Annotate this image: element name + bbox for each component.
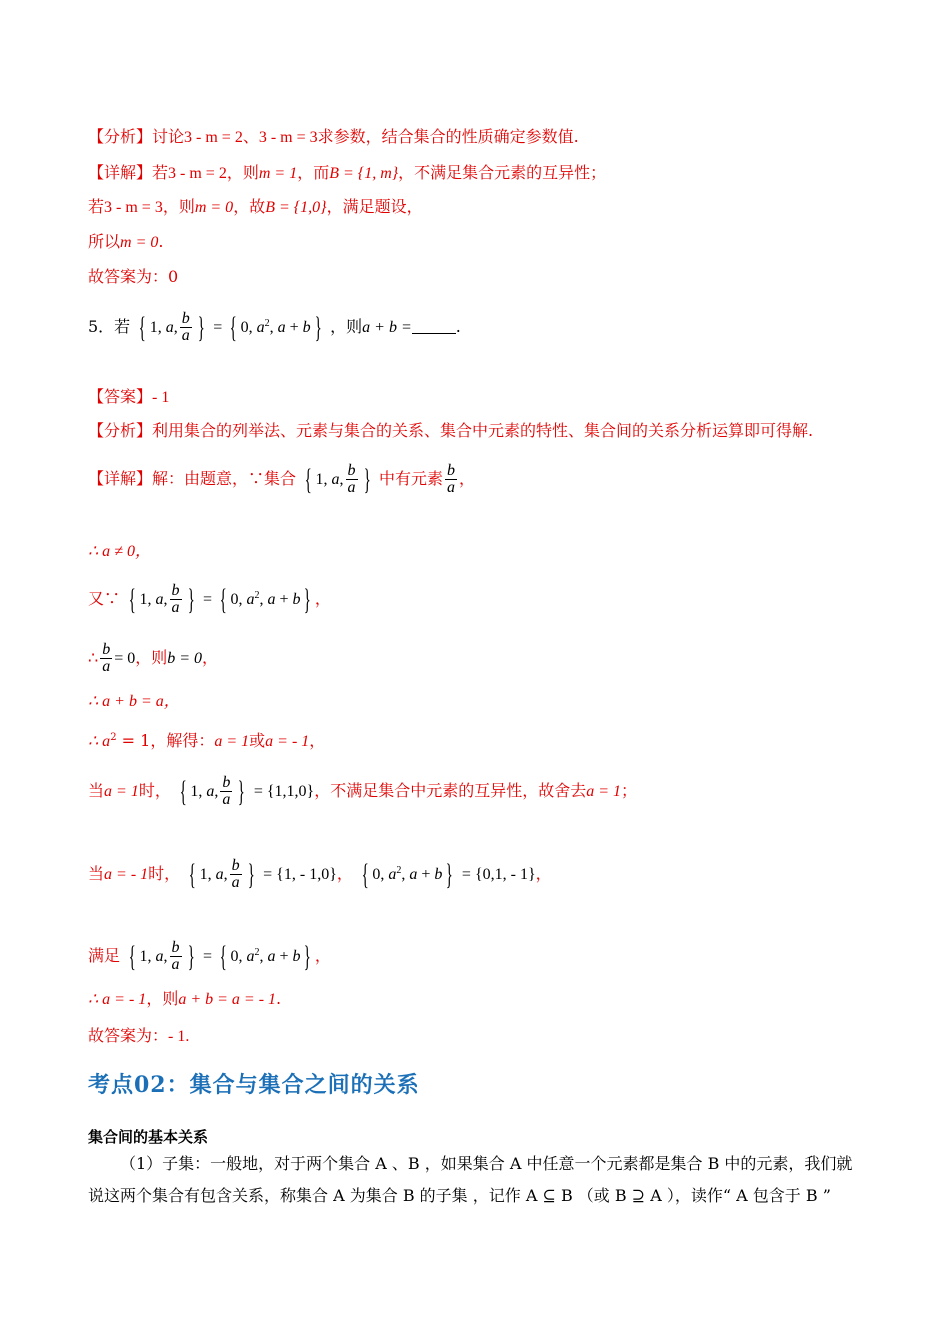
analysis-tag: 【分析】 bbox=[88, 127, 153, 146]
analysis-line-2: 【分析】利用集合的列举法、元素与集合的关系、集合中元素的特性、集合间的关系分析运算即可得解. bbox=[88, 421, 814, 440]
answer-line-1: 故答案为：0 bbox=[88, 267, 179, 286]
detail-line-3: 所以m = 0. bbox=[88, 232, 164, 251]
subsection-heading: 集合间的基本关系 bbox=[88, 1128, 209, 1146]
step-9: ∴ a = - 1，则a + b = a = - 1. bbox=[88, 989, 282, 1008]
step-4: ∴ a + b = a， bbox=[88, 693, 180, 710]
answer-blank bbox=[412, 319, 456, 334]
step-5: ∴ $a^2 = 1$，解得：a = 1或a = - 1， bbox=[88, 731, 326, 750]
step-8: 满足 { 1, a, $\frac{b}{a}$ } = { 0, $a^2$, a + b } ， bbox=[88, 939, 331, 973]
answer-line-2: 【答案】- 1 bbox=[88, 387, 170, 406]
step-1: ∴ a ≠ 0， bbox=[88, 543, 151, 560]
detail-tag: 【详解】 bbox=[88, 163, 153, 182]
analysis-line-1: 【分析】讨论3 - m = 2、3 - m = 3求参数，结合集合的性质确定参数值. bbox=[88, 127, 579, 146]
equation: 3 - m = 3 bbox=[258, 129, 318, 146]
detail-line-2: 若3 - m = 3，则m = 0，故B = {1,0}，满足题设， bbox=[88, 197, 423, 216]
detail-line-4: 【详解】解：由题意，∵集合 { 1, a, $\frac{b}{a}$ } 中有元素 $\frac{b}{a}$ ， bbox=[88, 462, 476, 496]
step-3: ∴ $\frac{b}{a}$ = 0，则b = 0， bbox=[88, 641, 219, 675]
detail-line-1: 【详解】若3 - m = 2，则m = 1，而B = {1, m}，不满足集合元素的互异性； bbox=[88, 163, 607, 182]
step-2: 又∵ { 1, a, $\frac{b}{a}$ } = { 0, $a^2$, a + b } ， bbox=[88, 582, 331, 616]
definition-paragraph: （1）子集：一般地，对于两个集合 A 、B ，如果集合 A 中任意一个元素都是集合 B 中的元素，我们就说这两个集合有包含关系，称集合 A 为集合 B 的子集 ，记作 A ⊆ B （或 B ⊇ A ），读作“ A 包含于 B ” bbox=[88, 1154, 853, 1205]
section-heading: 考点02：集合与集合之间的关系 bbox=[88, 1072, 420, 1098]
step-6: 当a = 1时， { 1, a, $\frac{b}{a}$ } = {1,1,0}，不满足集合中元素的互异性，故舍去a = 1； bbox=[88, 774, 638, 808]
step-7: 当a = - 1时， { 1, a, $\frac{b}{a}$ } = {1, - 1,0}， { 0, $a^2$, a + b } = {0,1, - 1}， bbox=[88, 857, 552, 891]
answer-line-3: 故答案为：- 1. bbox=[88, 1026, 190, 1045]
equation: 3 - m = 2 bbox=[184, 129, 243, 146]
question-5: 5．若 { 1, a, $\frac{b}{a}$ } = { 0, $a^2$, a + b } ，则a + b = . bbox=[88, 310, 461, 344]
